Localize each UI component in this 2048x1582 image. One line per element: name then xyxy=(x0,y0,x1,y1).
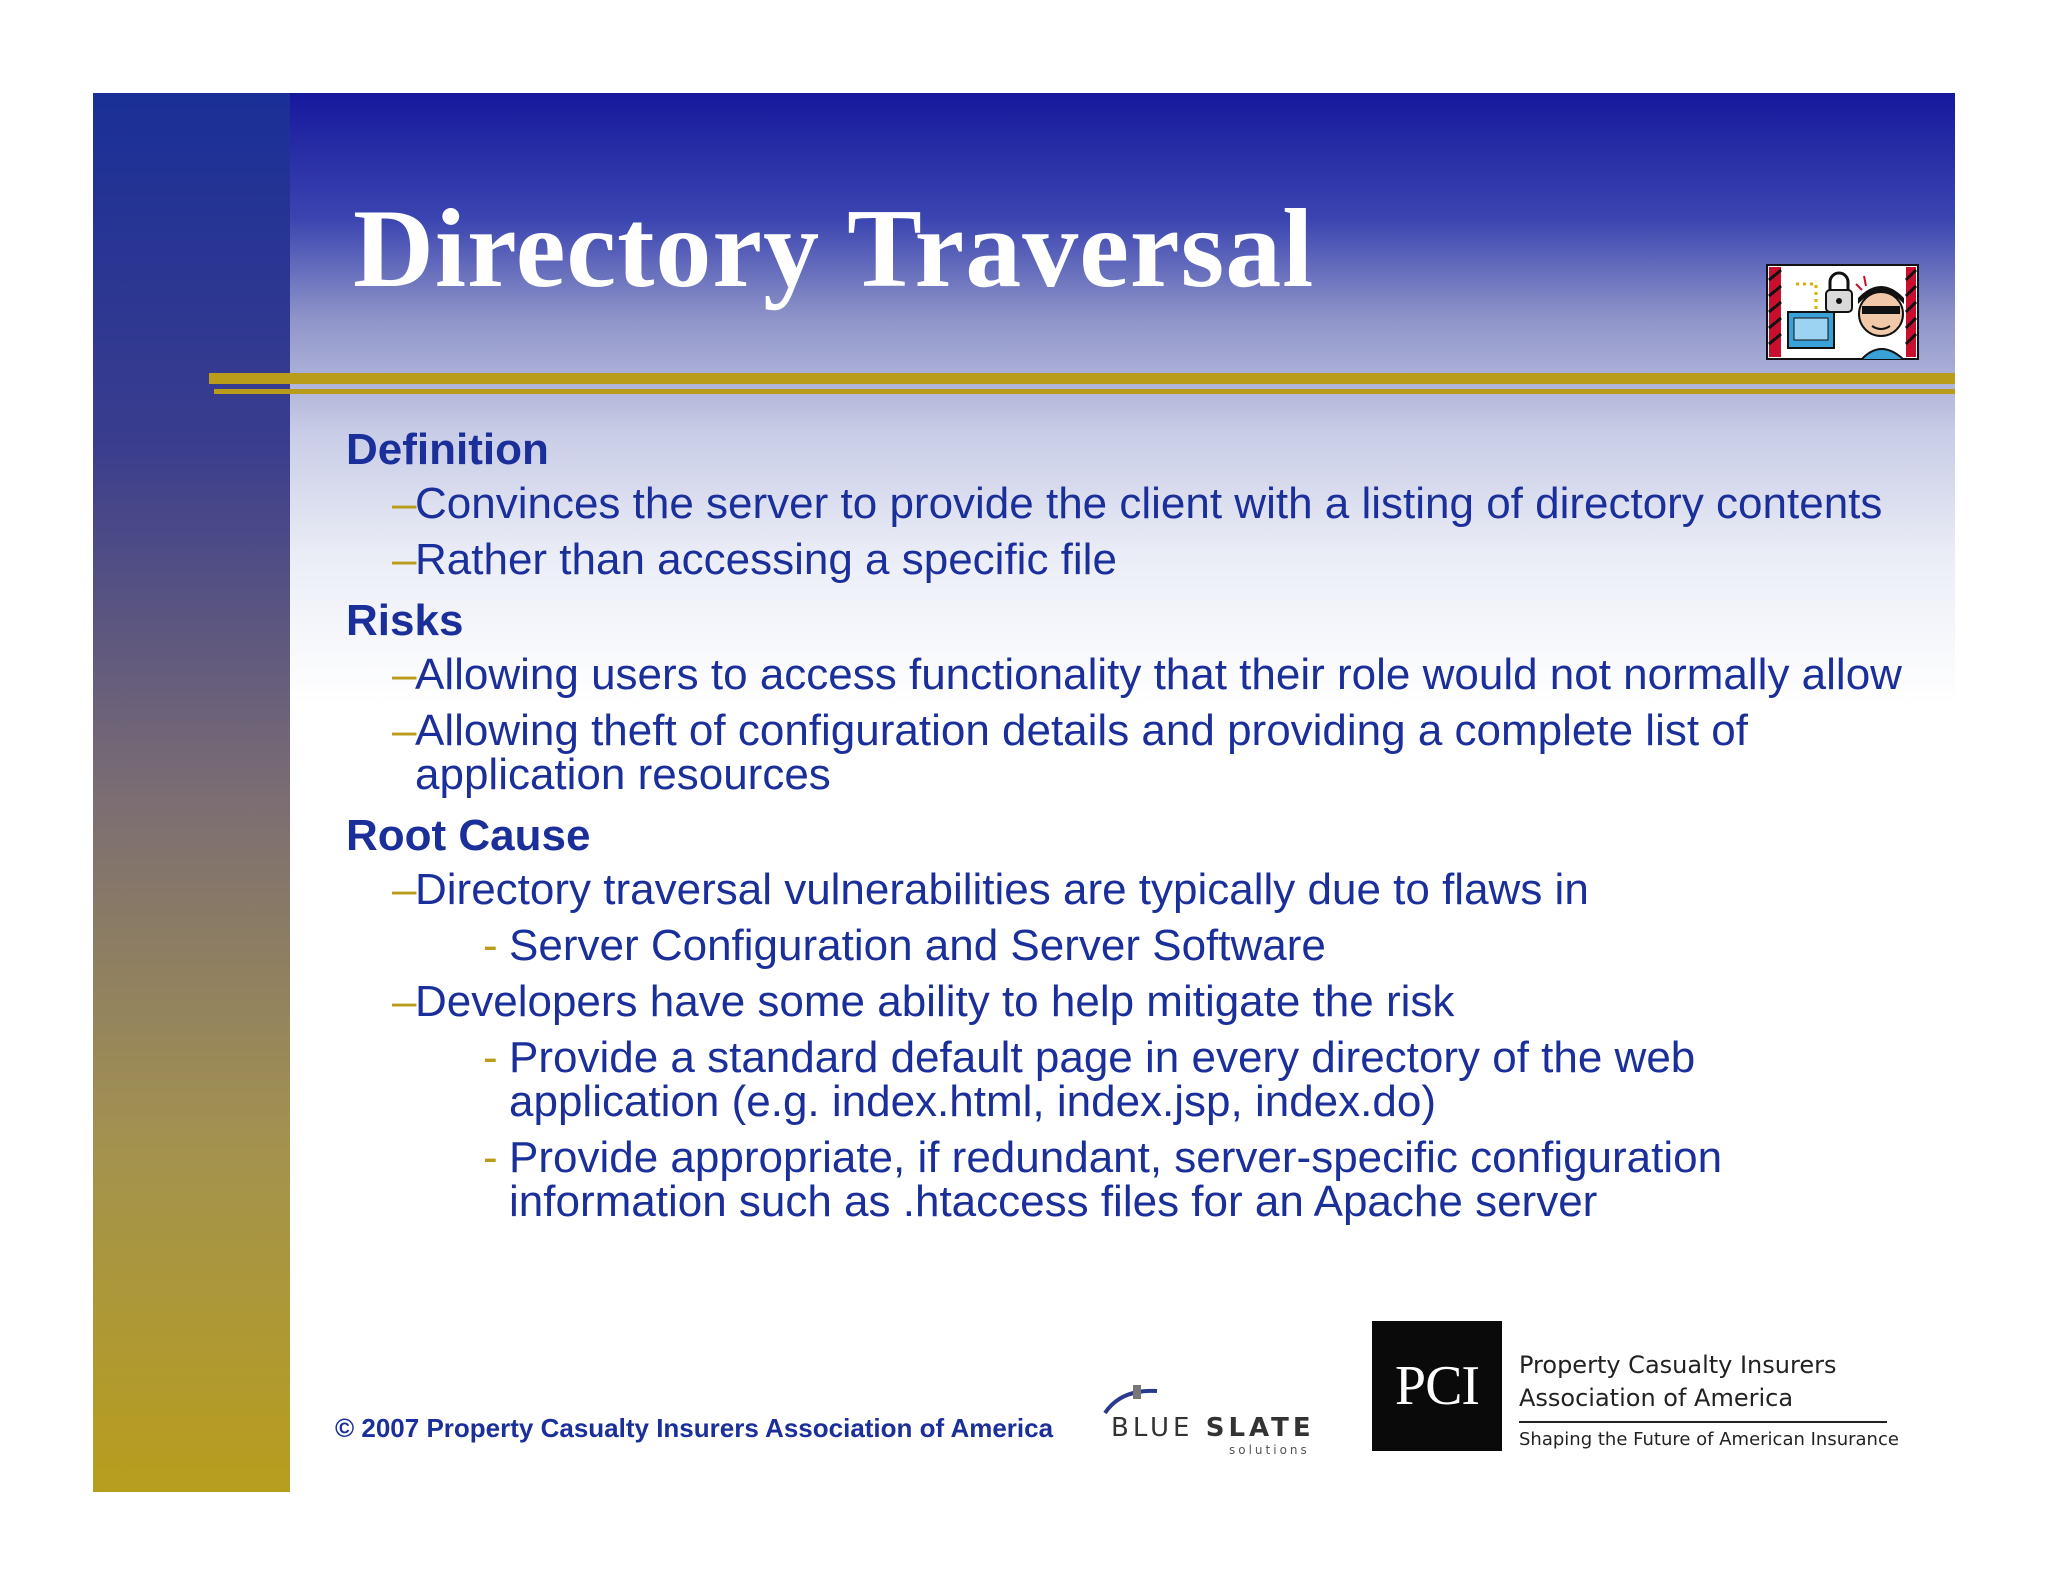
blue-slate-mark-icon xyxy=(1101,1383,1161,1417)
section-heading: Definition xyxy=(346,425,549,474)
bullet-text: Allowing theft of configuration details and providing a complete list of application resources xyxy=(415,706,1748,799)
bullet-dash: – xyxy=(392,865,417,914)
sub-bullet-dash: - xyxy=(483,921,498,970)
bullet-item xyxy=(346,977,1906,1026)
sub-bullet-text: Server Configuration and Server Software xyxy=(509,921,1326,970)
section-definition xyxy=(346,423,1906,582)
sub-bullet-text: Provide appropriate, if redundant, server-specific configuration information such as .htaccess files for an Apache server xyxy=(509,1133,1723,1226)
slide-body xyxy=(346,423,1906,1236)
bullet-dash: – xyxy=(392,650,417,699)
bullet-text: Developers have some ability to help mitigate the risk xyxy=(415,977,1455,1026)
sub-bullet-item xyxy=(346,1133,1906,1226)
pci-logo-mark: PCI xyxy=(1372,1321,1502,1451)
bullet-item xyxy=(346,650,1906,699)
section-risks xyxy=(346,594,1906,797)
slide-title: Directory Traversal xyxy=(353,187,1315,311)
bullet-dash: – xyxy=(392,706,417,755)
sub-bullet-dash: - xyxy=(483,1133,498,1182)
blue-slate-logo xyxy=(1091,1383,1331,1457)
bullet-item xyxy=(346,865,1906,914)
section-heading: Root Cause xyxy=(346,811,591,860)
bullet-item xyxy=(346,706,1906,799)
bullet-item xyxy=(346,535,1906,584)
pci-tagline: Shaping the Future of American Insurance xyxy=(1519,1429,1899,1450)
section-root-cause xyxy=(346,809,1906,1224)
title-divider-thick xyxy=(209,373,1955,384)
title-divider-thin xyxy=(214,389,1955,394)
bullet-text: Rather than accessing a specific file xyxy=(415,535,1117,584)
copyright-notice: © 2007 Property Casualty Insurers Association of America xyxy=(335,1413,1054,1443)
sub-bullet-item xyxy=(346,1033,1906,1126)
blue-slate-word-slate: SLATE xyxy=(1205,1413,1315,1443)
blue-slate-subtitle: solutions xyxy=(1229,1443,1310,1457)
sub-bullet-text: Provide a standard default page in every directory of the web application (e.g. index.html, index.jsp, index.do) xyxy=(509,1033,1696,1126)
bullet-dash: – xyxy=(392,479,417,528)
blue-slate-word-blue: BLUE xyxy=(1111,1413,1206,1443)
pci-name-line-2: Association of America xyxy=(1519,1384,1794,1412)
sub-bullet-dash: - xyxy=(483,1033,498,1082)
bullet-text: Allowing users to access functionality that their role would not normally allow xyxy=(415,650,1902,699)
bullet-dash: – xyxy=(392,977,417,1026)
bullet-text: Directory traversal vulnerabilities are typically due to flaws in xyxy=(415,865,1589,914)
bullet-text: Convinces the server to provide the client with a listing of directory contents xyxy=(415,479,1883,528)
bullet-item xyxy=(346,479,1906,528)
slide xyxy=(93,93,1955,1492)
left-decorative-band xyxy=(93,93,290,1492)
security-lock-hacker-icon xyxy=(1766,264,1919,360)
pci-divider xyxy=(1519,1421,1887,1423)
bullet-dash: – xyxy=(392,535,417,584)
pci-name-line-1: Property Casualty Insurers xyxy=(1519,1351,1837,1379)
blue-slate-wordmark xyxy=(1111,1413,1315,1443)
sub-bullet-item xyxy=(346,921,1906,970)
section-heading: Risks xyxy=(346,596,464,645)
